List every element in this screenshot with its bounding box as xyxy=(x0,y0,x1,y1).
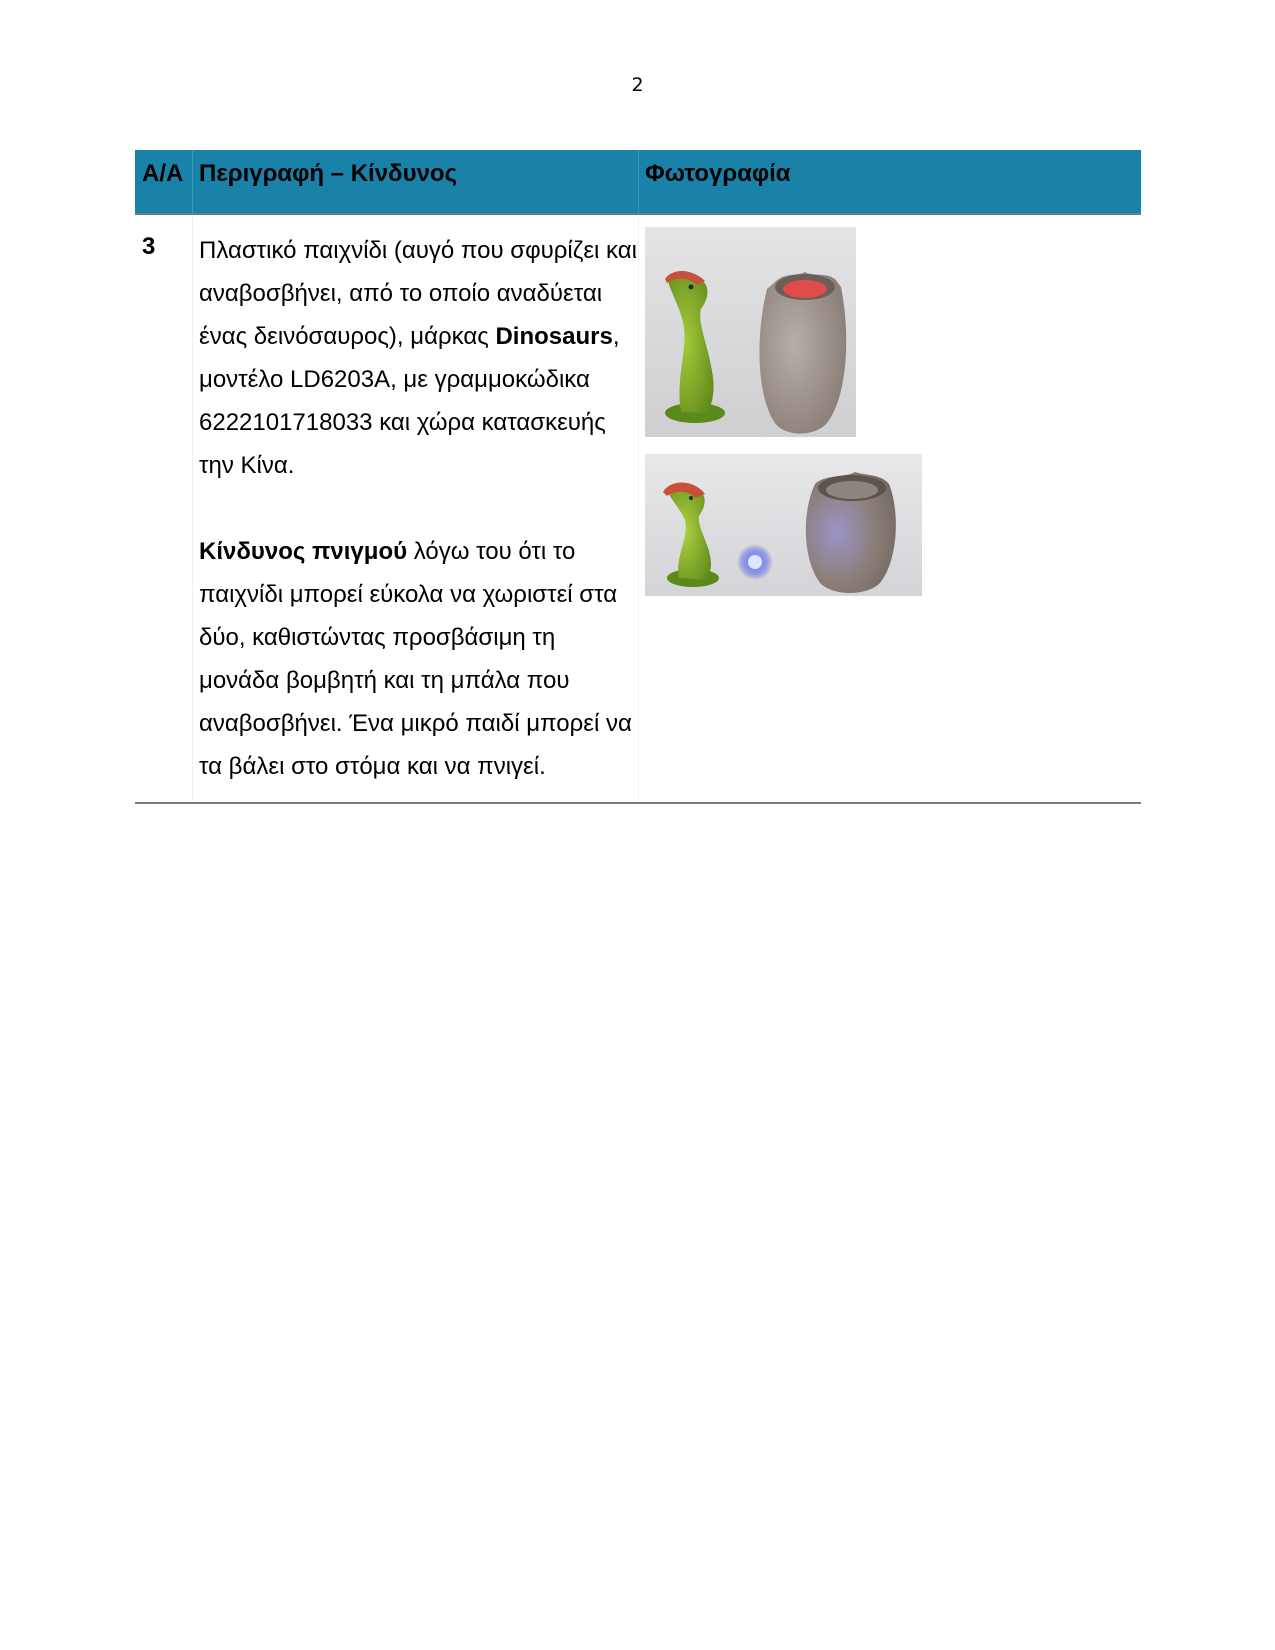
header-index: Α/Α xyxy=(142,160,184,187)
description-text-cont: , μοντέλο LD6203A, με γραμμοκώδικα 6222101718033 και χώρα κατασκευής την Κίνα. xyxy=(199,323,620,479)
header-photo: Φωτογραφία xyxy=(638,150,1141,213)
table-header xyxy=(135,150,1141,215)
risk-label: Κίνδυνος πνιγμού xyxy=(199,538,408,565)
row-index: 3 xyxy=(142,233,156,260)
brand-name: Dinosaurs xyxy=(495,323,613,350)
risk-description xyxy=(199,530,638,788)
header-description: Περιγραφή – Κίνδυνος xyxy=(192,150,638,213)
row-description xyxy=(192,215,638,802)
product-photo-2 xyxy=(645,454,922,596)
description-text: Πλαστικό παιχνίδι (αυγό που σφυρίζει και αναβοσβήνει, από το οποίο αναδύεται ένας δεινόσαυρος), μάρκας xyxy=(199,237,637,350)
risk-text: λόγω του ότι το παιχνίδι μπορεί εύκολα να χωριστεί στα δύο, καθιστώντας προσβάσιμη τη μονάδα βομβητή και τη μπάλα που αναβοσβήνει. Ένα μικρό παιδί μπορεί να τα βάλει στο στόμα και να πνιγεί. xyxy=(199,538,632,780)
product-table xyxy=(135,150,1141,804)
product-photo-1 xyxy=(645,227,856,437)
page-number: 2 xyxy=(631,74,644,96)
product-description xyxy=(199,229,638,487)
row-photos xyxy=(638,215,1141,802)
table-row xyxy=(135,215,1141,804)
